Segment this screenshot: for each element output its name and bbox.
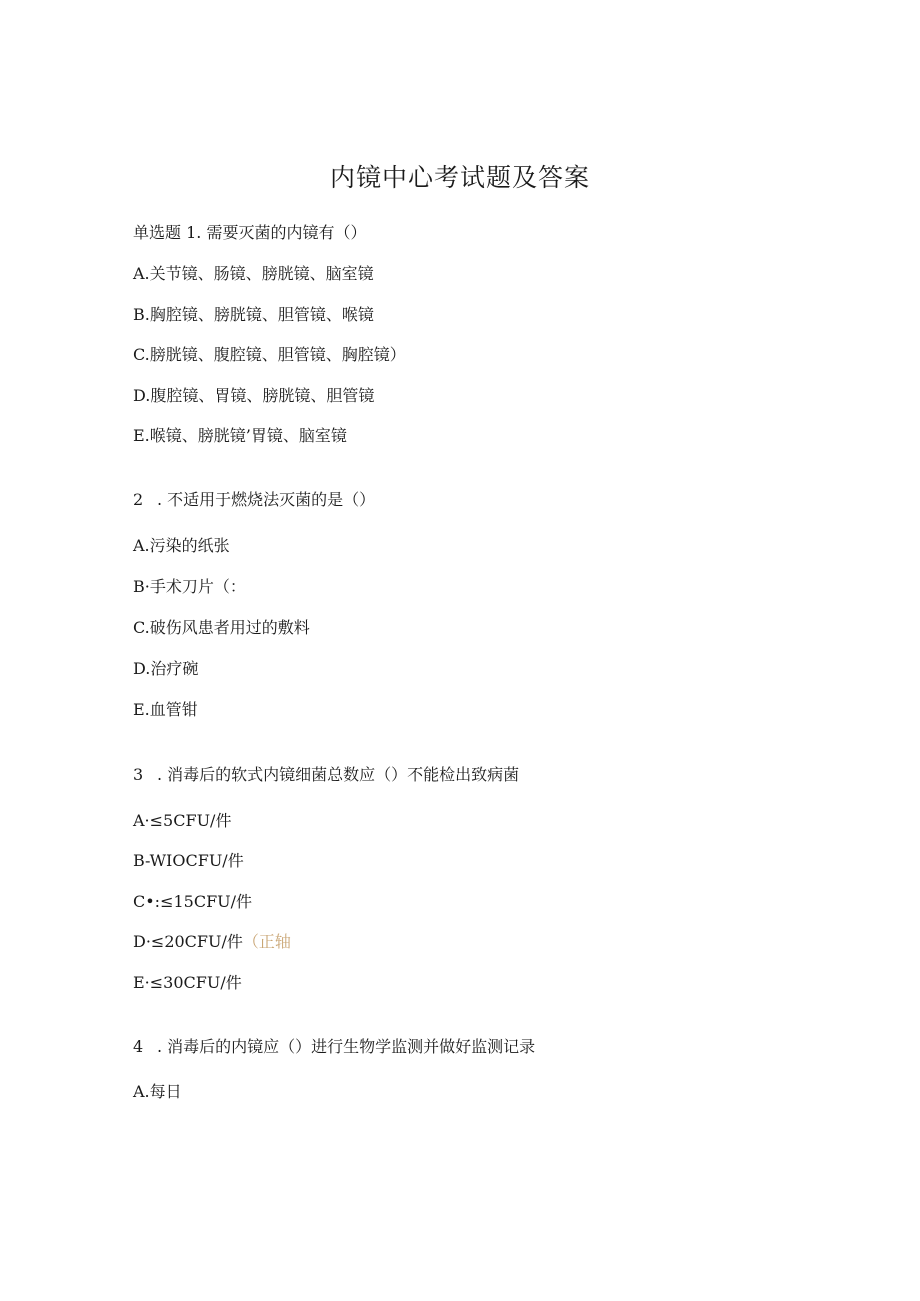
question-2-text: . 不适用于燃烧法灭菌的是（） (157, 490, 376, 509)
question-2-option-a: A.污染的纸张 (133, 536, 230, 555)
question-3-option-c: C•:≤15CFU/件 (133, 892, 253, 911)
answer-mark: （正轴 (242, 932, 291, 951)
question-4-stem (133, 1035, 535, 1059)
question-2-option-d: D.治疗碗 (133, 659, 199, 678)
question-4-number: 4 (133, 1037, 144, 1056)
page-title: 内镜中心考试题及答案 (329, 163, 590, 192)
question-1-option-a: A.关节镜、肠镜、膀胱镜、脑室镜 (133, 264, 374, 283)
question-1-option-e: E.喉镜、膀胱镜’胃镜、脑室镜 (133, 426, 347, 445)
question-1-option-c: C.膀胱镜、腹腔镜、胆管镜、胸腔镜） (133, 345, 406, 364)
question-4-text: . 消毒后的内镜应（）进行生物学监测并做好监测记录 (157, 1037, 536, 1056)
question-3-option-d-text: D·≤20CFU/件 (133, 932, 243, 951)
question-2-stem (133, 488, 375, 512)
question-2-option-c: C.破伤风患者用过的敷料 (133, 618, 310, 637)
question-3-option-d (133, 930, 291, 954)
question-3-option-b: B-WIOCFU/件 (133, 851, 244, 870)
question-1-option-d: D.腹腔镜、胃镜、膀胱镜、胆管镜 (133, 386, 375, 405)
question-1-stem: 单选题 1. 需要灭菌的内镜有（） (133, 223, 367, 242)
question-3-option-e: E·≤30CFU/件 (133, 973, 242, 992)
question-2-number: 2 (133, 490, 144, 509)
question-2-option-b: B·手术刀片（： (133, 577, 246, 596)
question-3-text: . 消毒后的软式内镜细菌总数应（）不能检出致病菌 (157, 765, 520, 784)
question-1-option-b: B.胸腔镜、膀胱镜、胆管镜、喉镜 (133, 305, 374, 324)
question-3-number: 3 (133, 765, 144, 784)
question-2-option-e: E.血管钳 (133, 700, 198, 719)
question-3-stem (133, 763, 519, 787)
question-4-option-a: A.每日 (133, 1082, 182, 1101)
question-3-option-a: A·≤5CFU/件 (133, 811, 232, 830)
